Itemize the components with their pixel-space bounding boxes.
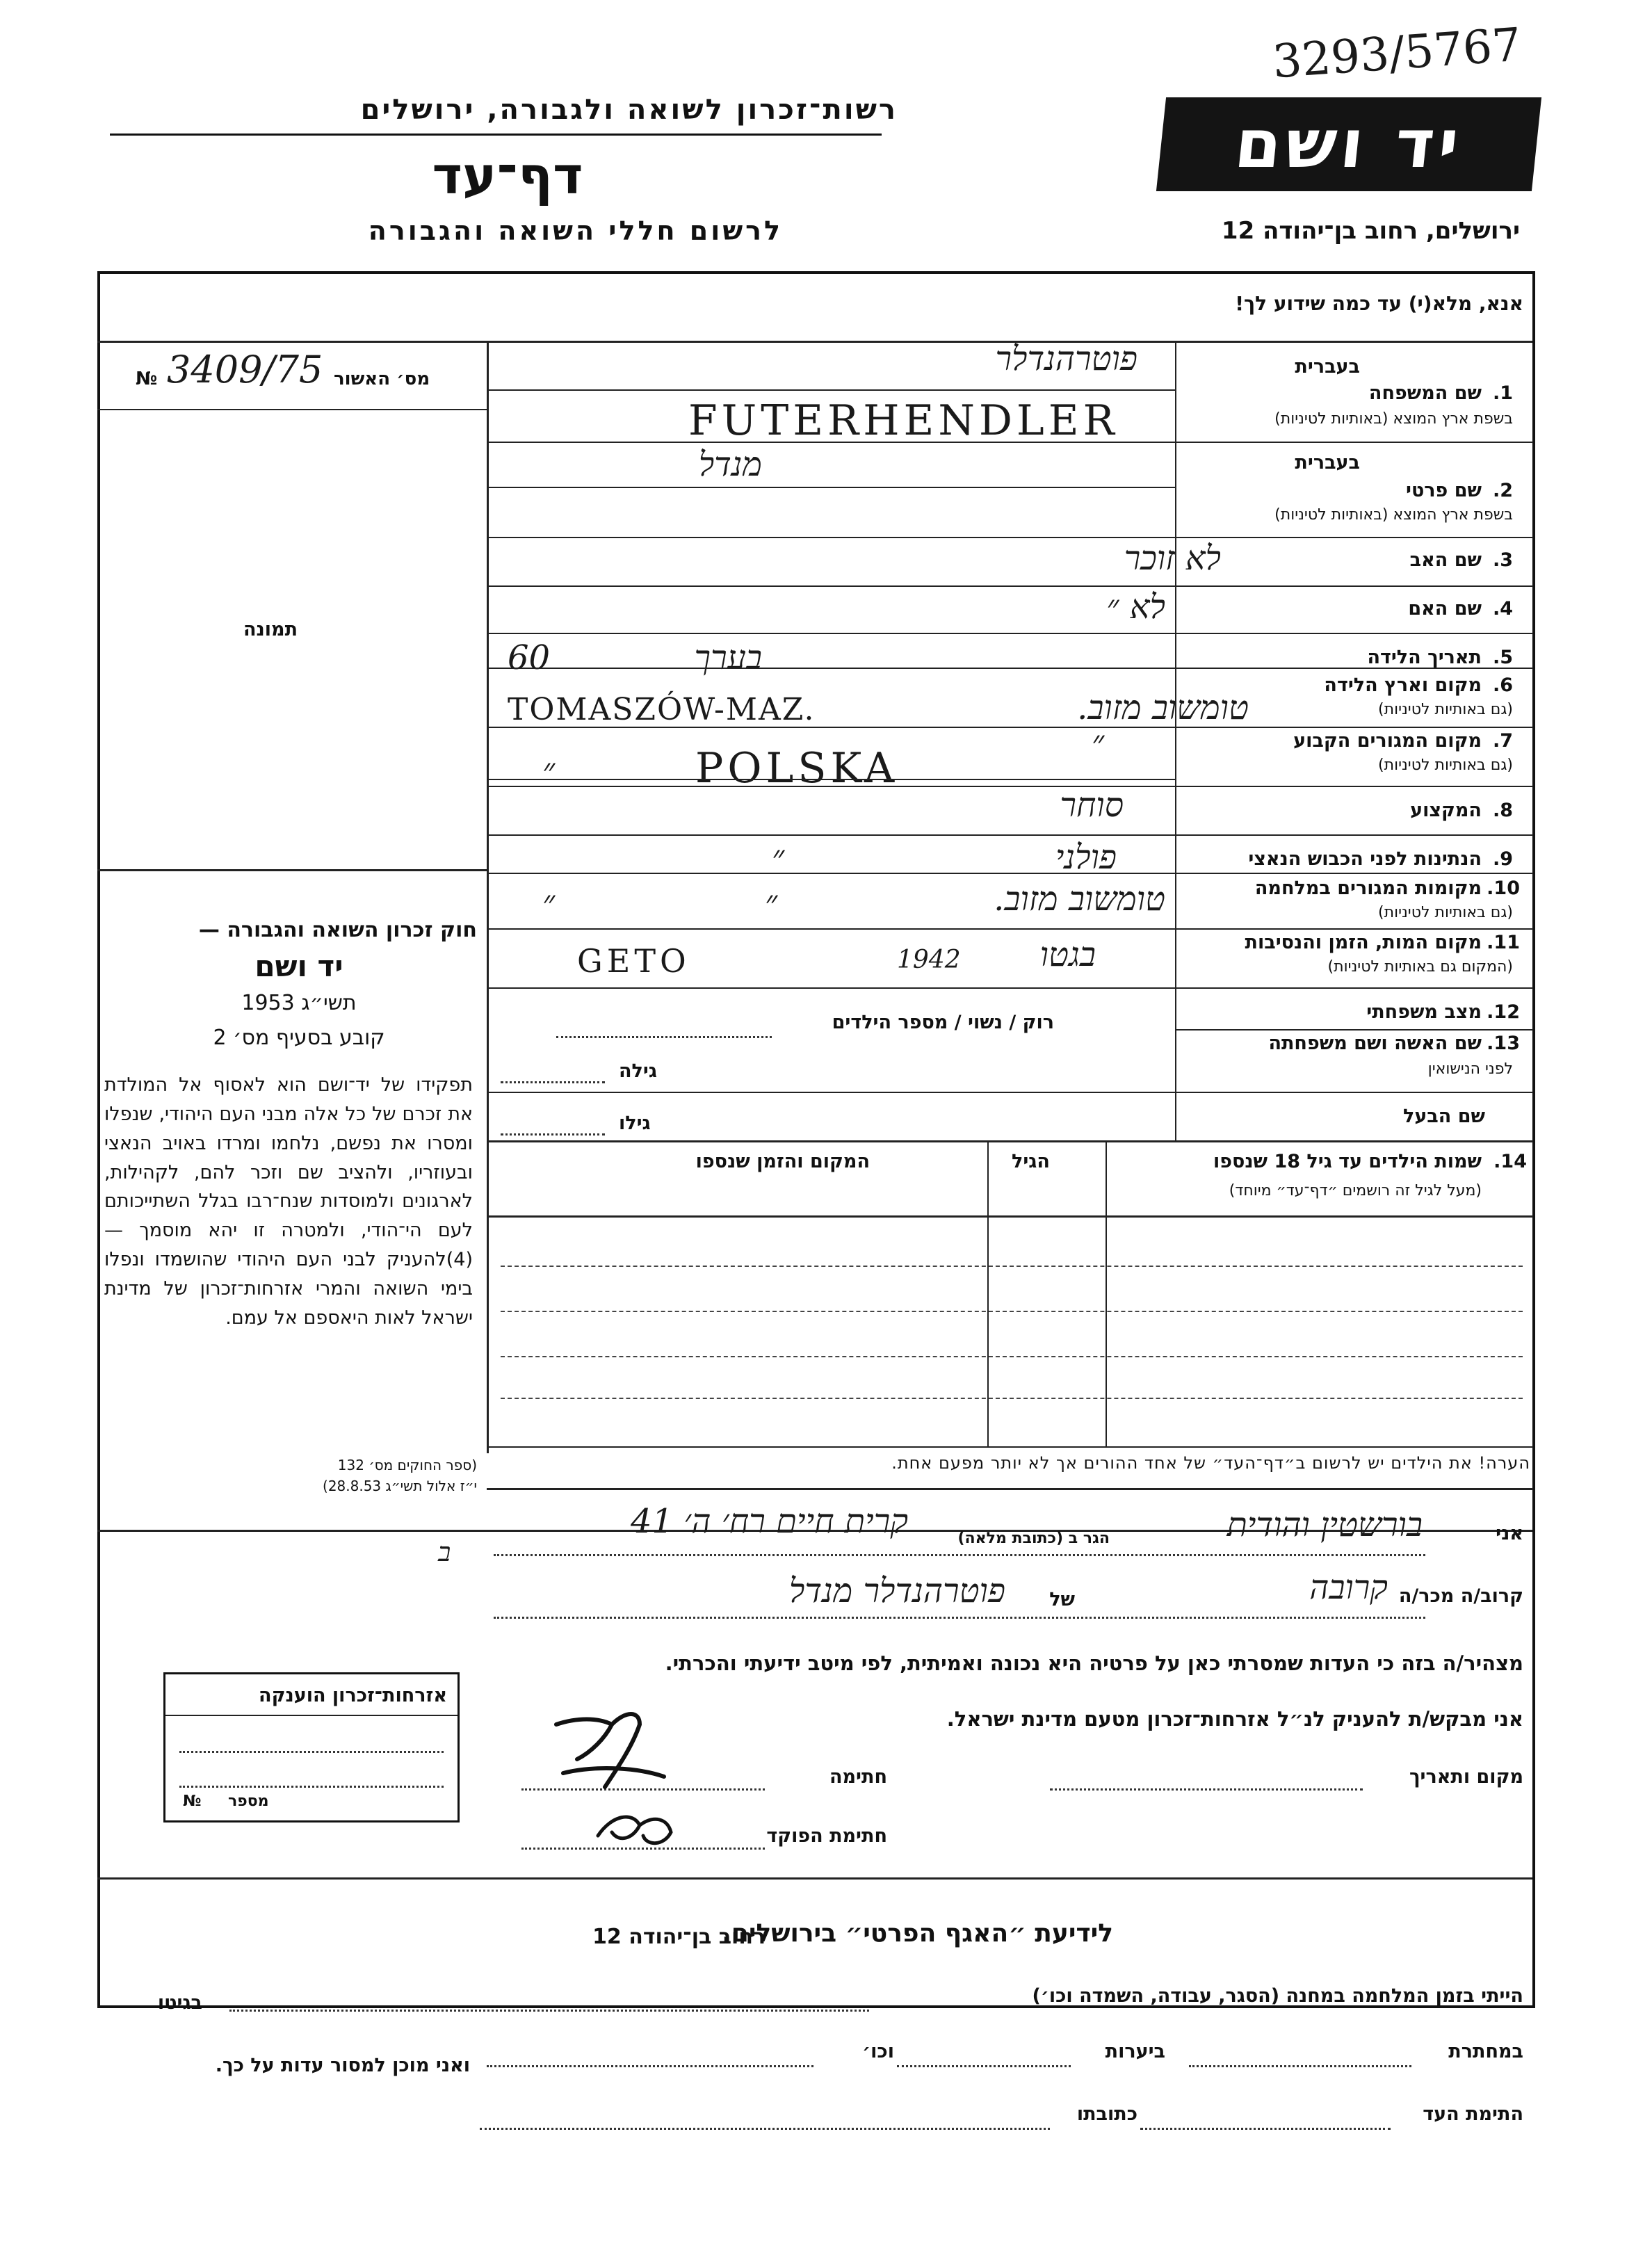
top-divider <box>97 341 1532 343</box>
field-2-num: 2. <box>1492 480 1513 501</box>
citizenship-box <box>163 1672 460 1822</box>
law-source-1: (ספר החוקים מס׳ 132 <box>337 1457 477 1473</box>
row-rule <box>487 873 1533 874</box>
field-6-num: 6. <box>1492 674 1513 696</box>
children-place-header: המקום והזמן שנספו <box>695 1151 870 1172</box>
field-1-value-latin: FUTERHENDLER <box>688 396 1119 445</box>
approval-no-sign: № <box>136 369 158 389</box>
box-rule <box>165 1715 457 1716</box>
dotted-rule <box>897 2065 1071 2067</box>
form-subtitle: לרשום חללי השואה והגבורה <box>368 216 783 246</box>
field-1-sub: בשפת ארץ המוצא (באותיות לטיניות) <box>1274 410 1513 428</box>
place-date-label: מקום ותאריך <box>1409 1766 1523 1788</box>
field-7-label: מקום המגורים הקבוע <box>1293 730 1482 752</box>
field-11-value: בגטו <box>1039 935 1096 974</box>
field-10-value: טומשוב מזוב. <box>994 880 1165 919</box>
lower-section-rule <box>97 1877 1532 1880</box>
row-rule <box>487 928 1533 930</box>
row-rule <box>1175 1029 1533 1030</box>
declarant-address: קרית חיים רח׳ ה׳ 41 <box>630 1502 908 1541</box>
declaration-request: אני מבקש/ת להעניק לנ״ל אזרחות־זכרון מטעם מדינת ישראל. <box>946 1707 1523 1731</box>
field-8-label: המקצוע <box>1410 800 1482 821</box>
logo-text: יד ושם <box>1231 105 1467 183</box>
dotted-rule <box>179 1751 444 1753</box>
lower-line3-a: התימת העד <box>1423 2103 1523 2125</box>
declarant-of-name: פוטרהנדלר מנדל <box>788 1571 1005 1610</box>
law-source-2: י״ז אלול תשי״ג 28.8.53) <box>323 1478 477 1494</box>
children-note: הערה! את הילדים יש לרשום ב״דף־העד״ של אחד ההורים אך לא יותר מפעם אחת. <box>891 1453 1530 1473</box>
law-name: יד ושם <box>254 949 343 983</box>
field-7-num: 7. <box>1492 730 1513 752</box>
field-9-value: פולני <box>1055 838 1117 877</box>
field-12-options: רוק / נשוי / מספר הילדים <box>832 1012 1054 1033</box>
row-rule <box>487 779 1175 780</box>
row-rule <box>487 987 1533 989</box>
dotted-rule <box>556 1036 772 1038</box>
lower-line2-c: וכו׳ <box>862 2041 894 2062</box>
lower-line2-d: ואני מוכן למסור עדות על כך. <box>215 2055 470 2076</box>
row-rule <box>487 389 1175 391</box>
field-3-value: לא זוכר <box>1124 539 1221 578</box>
approval-rule <box>97 409 487 410</box>
field-2-value: מנדל <box>698 445 762 484</box>
row-rule <box>487 537 1533 538</box>
field-9-value-ditto: ״ <box>772 838 785 877</box>
field-6-value: טומשוב מזוב. <box>1077 688 1249 727</box>
field-1-value: פוטרהנדלר <box>995 339 1137 378</box>
field-10-value-ditto-2: ״ <box>542 883 556 922</box>
declarant-of: של <box>1049 1589 1075 1610</box>
field-4-label: שם האם <box>1408 598 1482 620</box>
dotted-rule <box>501 1081 605 1083</box>
dotted-rule <box>1189 2065 1411 2067</box>
approval-label: מס׳ האשור <box>334 369 430 389</box>
field-13-sub: לפני הנישואין <box>1427 1060 1513 1078</box>
field-10-num: 10. <box>1487 878 1520 899</box>
field-1-lang: בעברית <box>1295 356 1360 378</box>
field-13-label: שם האשה ושם משפחתה <box>1268 1033 1482 1054</box>
age-her-label: גילה <box>619 1060 657 1082</box>
children-sub: (מעל לגיל זה רושמים ״דף־עד״ מיוחד) <box>1229 1182 1482 1199</box>
field-7-value-latin: POLSKA <box>695 744 899 793</box>
field-4-value: לא ״ <box>1106 588 1165 627</box>
dotted-rule <box>501 1133 605 1135</box>
field-1-label: שם המשפחה <box>1368 382 1482 404</box>
field-8-num: 8. <box>1492 800 1513 821</box>
law-title: חוק זכרון השואה והגבורה — <box>198 918 477 942</box>
field-9-num: 9. <box>1492 848 1513 870</box>
declarant-prefix: אני <box>1496 1523 1523 1544</box>
approval-number: 3409/75 <box>167 348 323 391</box>
field-3-num: 3. <box>1492 549 1513 571</box>
field-11-value-latin: GETO <box>577 942 690 980</box>
field-6-value-latin: TOMASZÓW-MAZ. <box>508 692 816 727</box>
declarant-signature <box>535 1697 674 1801</box>
yad-vashem-logo <box>1156 97 1541 191</box>
field-5-label: תאריך הלידה <box>1367 647 1482 668</box>
authority-title: רשות־זכרון לשואה ולגבורה, ירושלים <box>360 94 898 126</box>
lower-address: רחוב בן־יהודה 12 <box>592 1925 766 1949</box>
row-rule <box>487 786 1533 787</box>
dotted-rule <box>487 2065 813 2067</box>
field-5-value: בערך <box>694 638 762 677</box>
citizenship-title: אזרחות־זכרון הוענקה <box>259 1685 447 1706</box>
officer-signature-label: חתימת הפוקד <box>766 1825 887 1847</box>
field-5-value-year: 60 <box>508 638 551 677</box>
declaration-statement: מצהיר/ה בזה כי העדות שמסרתי כאן על פרטיה היא נכונה ואמיתית, לפי מיטב ידיעתי והכרתי. <box>665 1651 1523 1675</box>
table-row-rule <box>501 1356 1523 1357</box>
field-7-value-ditto-2: ״ <box>542 751 556 790</box>
field-11-num: 11. <box>1487 932 1520 953</box>
photo-bottom-rule <box>97 869 487 871</box>
husband-label: שם הבעל <box>1402 1106 1485 1127</box>
lower-line3-b: כתובתו <box>1076 2103 1137 2125</box>
dotted-rule <box>1140 2128 1391 2130</box>
form-title: דף־עד <box>432 146 583 206</box>
dotted-rule <box>494 1554 1425 1556</box>
dotted-rule <box>480 2128 1050 2130</box>
field-10-label: מקומות המגורים במלחמה <box>1254 878 1482 899</box>
law-body: תפקידו של יד־ושם הוא לאסוף אל המולדת את זכרם של כל אלה מבני העם היהודי, שנפלו ומסרו את נפשם, נלחמו ומרדו באויב הנאצי ובעוזריו, ולהציב שם וזכר להם, לקהילות, לארגונים ולמוסדות שנח־רבו בגלל השתייכותם לעם הי־הודי, ולמטרה זו יהא מוסמך — (4)להעניק לבני העם היהודי שהושמדו ונפלו בימי השואה והמרי אזרחות־זכרון של מדינת ישראל לאות היאספם אל עמם. <box>104 1074 473 1329</box>
field-4-num: 4. <box>1492 598 1513 620</box>
left-col-divider <box>487 341 489 1453</box>
dotted-rule <box>179 1786 444 1788</box>
citizenship-number-label: מספר <box>228 1793 269 1810</box>
header-address: ירושלים, רחוב בן־יהודה 12 <box>1221 217 1520 245</box>
lower-line1-a: הייתי בזמן המלחמה במחנה (הסגר, עבודה, השמדה וכו׳) <box>1032 1985 1523 2007</box>
table-col-rule <box>1106 1140 1107 1446</box>
archive-number: 3293/5767 <box>1270 17 1523 89</box>
dotted-rule <box>229 2010 869 2012</box>
label-col-divider <box>1175 341 1176 1140</box>
field-6-label: מקום וארץ הלידה <box>1324 674 1482 696</box>
children-num: 14. <box>1493 1151 1527 1172</box>
children-label: שמות הילדים עד גיל 18 שנספו <box>1213 1151 1482 1172</box>
lower-line2-a: במחתרת <box>1448 2041 1523 2062</box>
children-age-header: הגיל <box>1012 1151 1050 1172</box>
row-rule <box>487 1092 1533 1093</box>
declarant-relation: קרובה <box>1309 1568 1388 1607</box>
declarant-name: בורשטין והודית <box>1226 1505 1423 1544</box>
row-rule <box>487 442 1533 443</box>
field-12-label: מצב משפחתי <box>1366 1001 1482 1023</box>
table-note-rule <box>487 1488 1533 1490</box>
table-bottom-rule <box>487 1446 1533 1448</box>
table-col-rule <box>987 1140 989 1446</box>
table-header-rule <box>487 1215 1533 1218</box>
row-rule <box>487 487 1175 488</box>
field-5-num: 5. <box>1492 647 1513 668</box>
field-2-sub: בשפת ארץ המוצא (באותיות לטיניות) <box>1274 506 1513 524</box>
officer-signature <box>591 1801 681 1857</box>
field-9-label: הנתינות לפני הכבוש הנאצי <box>1248 848 1482 870</box>
declarant-address-label: הגר ב (כתובת מלאה) <box>957 1530 1110 1547</box>
field-3-label: שם האב <box>1409 549 1482 571</box>
field-11-label: מקום המות, הזמן והנסיבות <box>1245 932 1482 953</box>
lower-line2-b: ביערות <box>1105 2041 1165 2062</box>
row-rule <box>487 834 1533 836</box>
field-12-num: 12. <box>1487 1001 1520 1023</box>
row-rule <box>487 727 1533 728</box>
law-year: תשי״ג 1953 <box>241 991 357 1015</box>
field-11-sub: (המקום גם באותיות לטיניות) <box>1327 958 1513 976</box>
field-11-value-year: 1942 <box>897 946 961 974</box>
photo-label: תמונה <box>243 619 298 640</box>
field-10-sub: (גם באותיות לטיניות) <box>1378 904 1513 921</box>
header-rule <box>110 134 882 136</box>
field-7-sub: (גם באותיות לטיניות) <box>1378 757 1513 774</box>
table-row-rule <box>501 1398 1523 1399</box>
law-clause: קובע בסעיף מס׳ 2 <box>213 1026 385 1050</box>
field-2-label: שם פרטי <box>1406 480 1482 501</box>
declarant-relation-label: קרוב/ה מכר/ה <box>1398 1585 1523 1607</box>
field-1-num: 1. <box>1492 382 1513 404</box>
field-2-lang: בעברית <box>1295 452 1360 474</box>
dotted-rule <box>494 1617 1425 1619</box>
husband-age-label: גילו <box>619 1113 651 1134</box>
row-rule <box>487 633 1533 634</box>
field-10-value-ditto: ״ <box>765 883 778 922</box>
declarant-side-mark: ב <box>438 1537 451 1567</box>
signature-label: חתימה <box>829 1766 887 1788</box>
citizenship-no: № <box>183 1793 202 1810</box>
table-row-rule <box>501 1311 1523 1312</box>
row-rule <box>487 668 1533 669</box>
fill-request: אנא, מלא(י) עד כמה שידוע לך! <box>1235 292 1523 315</box>
field-13-num: 13. <box>1487 1033 1520 1054</box>
field-6-sub: (גם באותיות לטיניות) <box>1378 701 1513 718</box>
lower-title: לידיעת ״האגף הפרטי״ בירושלים. <box>722 1919 1113 1948</box>
row-rule <box>487 585 1533 587</box>
table-row-rule <box>501 1266 1523 1267</box>
dotted-rule <box>1050 1788 1363 1791</box>
lower-line1-b: בגיטו <box>157 1992 202 2014</box>
field-8-value: סוחר <box>1060 786 1124 825</box>
row-rule <box>487 1140 1533 1142</box>
field-7-value-ditto: ״ <box>1092 723 1105 762</box>
